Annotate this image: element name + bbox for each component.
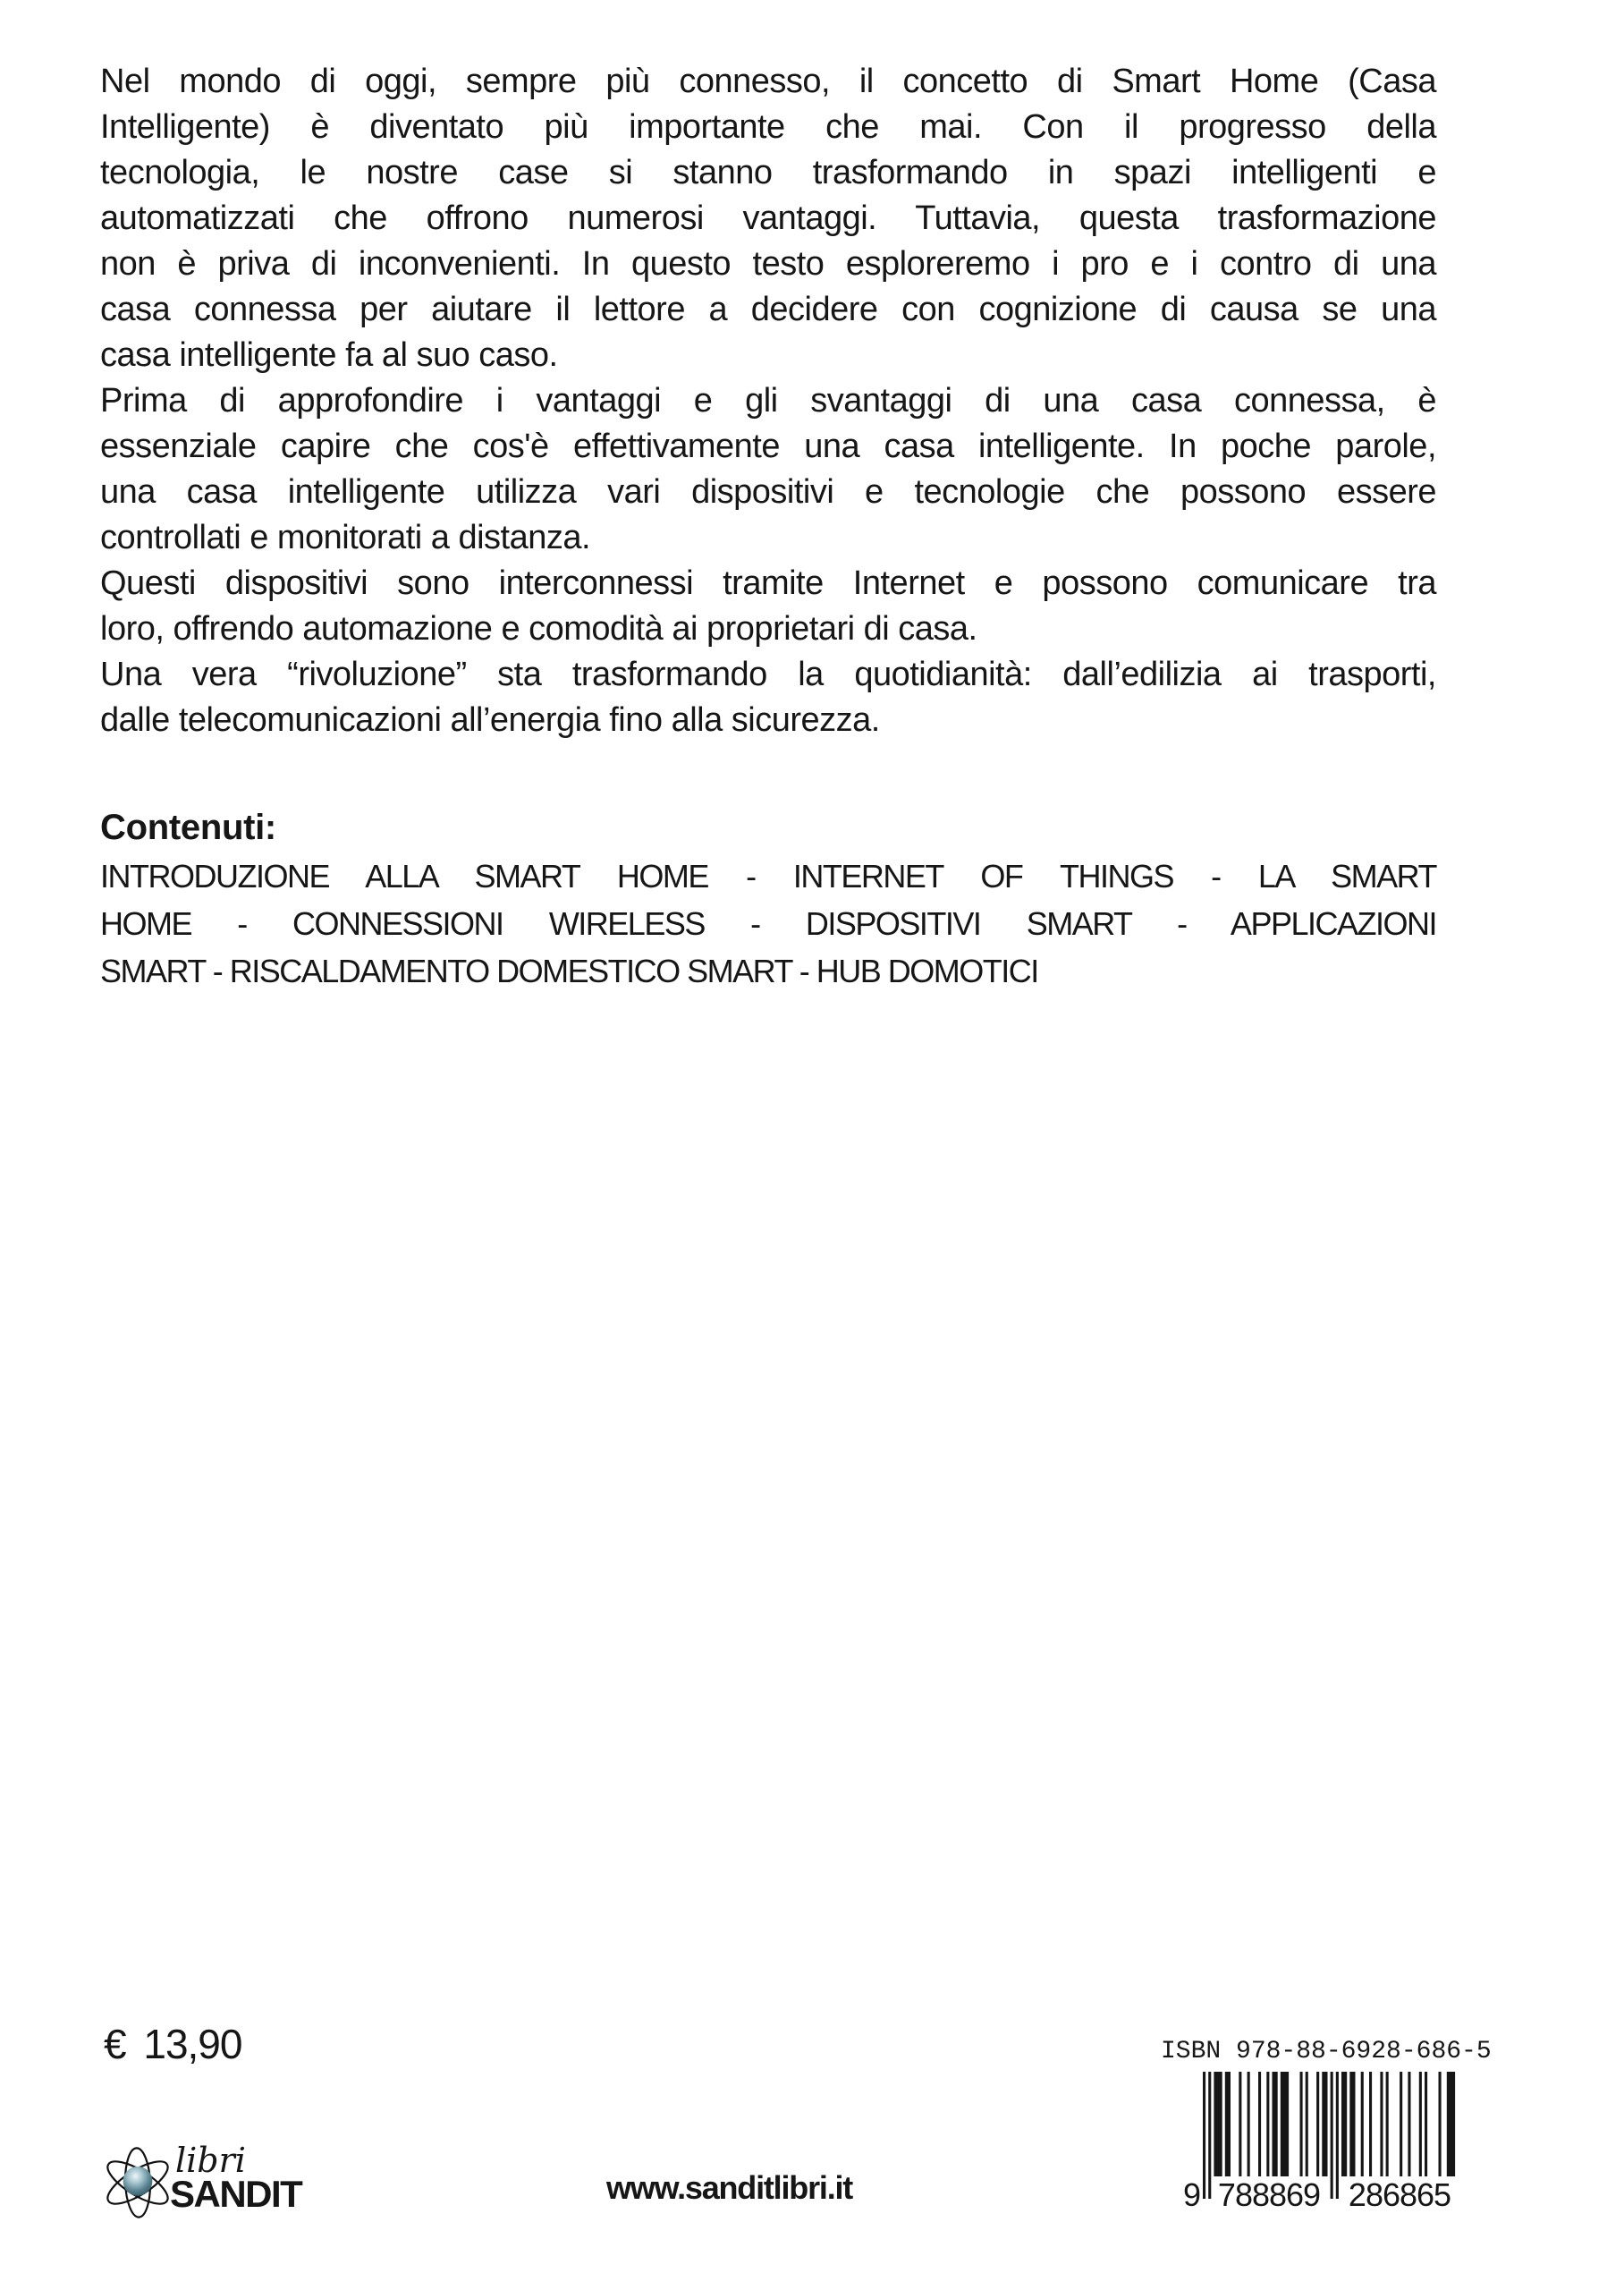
text-line: controllati e monitorati a distanza. bbox=[100, 519, 591, 556]
publisher-name-libri: libri bbox=[175, 2141, 246, 2180]
text-line: Nel mondo di oggi, sempre più connesso, il concetto di Smart Home (Casa bbox=[100, 63, 1436, 100]
text-line: dalle telecomunicazioni all’energia fino alla sicurezza. bbox=[100, 701, 880, 739]
paragraph bbox=[100, 652, 1436, 743]
ean13-barcode bbox=[1182, 2072, 1467, 2215]
contents-section bbox=[100, 802, 1436, 995]
text-line: Questi dispositivi sono interconnessi tramite Internet e possono comunicare tra bbox=[100, 564, 1436, 602]
text-line: una casa intelligente utilizza vari dispositivi e tecnologie che possono essere bbox=[100, 473, 1436, 511]
text-line: INTRODUZIONE ALLA SMART HOME - INTERNET OF THINGS - LA SMART bbox=[100, 858, 1436, 895]
paragraph bbox=[100, 59, 1436, 378]
publisher-name-sandit: SANDIT bbox=[170, 2173, 302, 2215]
isbn-label: ISBN 978-88-6928-686-5 bbox=[1161, 2038, 1492, 2065]
text-line: Una vera “rivoluzione” sta trasformando la quotidianità: dall’edilizia ai trasporti, bbox=[100, 656, 1436, 693]
text-line: casa connessa per aiutare il lettore a decidere con cognizione di causa se una bbox=[100, 291, 1436, 328]
text-line: SMART - RISCALDAMENTO DOMESTICO SMART - HUB DOMOTICI bbox=[100, 953, 1038, 989]
barcode-digit-leading: 9 bbox=[1182, 2176, 1200, 2213]
text-line: non è priva di inconvenienti. In questo testo esploreremo i pro e i contro di una bbox=[100, 245, 1436, 283]
barcode-digits-left-group: 788869 bbox=[1217, 2176, 1321, 2213]
text-line: tecnologia, le nostre case si stanno trasformando in spazi intelligenti e bbox=[100, 154, 1436, 191]
text-line: casa intelligente fa al suo caso. bbox=[100, 336, 558, 374]
text-line: Prima di approfondire i vantaggi e gli svantaggi di una casa connessa, è bbox=[100, 382, 1436, 420]
atom-icon bbox=[100, 2143, 175, 2222]
paragraph bbox=[100, 561, 1436, 652]
price-label: € 13,90 bbox=[104, 2021, 242, 2067]
text-line: HOME - CONNESSIONI WIRELESS - DISPOSITIVI SMART - APPLICAZIONI bbox=[100, 905, 1436, 942]
text-line: essenziale capire che cos'è effettivamente una casa intelligente. In poche parole, bbox=[100, 428, 1436, 465]
barcode-digits-right-group: 286865 bbox=[1348, 2176, 1451, 2213]
contents-lines bbox=[100, 852, 1436, 995]
text-line: automatizzati che offrono numerosi vantaggi. Tuttavia, questa trasformazione bbox=[100, 199, 1436, 237]
paragraph bbox=[100, 378, 1436, 561]
text-line: loro, offrendo automazione e comodità ai proprietari di casa. bbox=[100, 610, 977, 648]
contents-heading: Contenuti: bbox=[100, 808, 276, 847]
publisher-logo bbox=[100, 2143, 333, 2226]
publisher-website: www.sanditlibri.it bbox=[606, 2169, 853, 2206]
synopsis-text bbox=[100, 59, 1436, 743]
text-line: Intelligente) è diventato più importante che mai. Con il progresso della bbox=[100, 108, 1436, 146]
